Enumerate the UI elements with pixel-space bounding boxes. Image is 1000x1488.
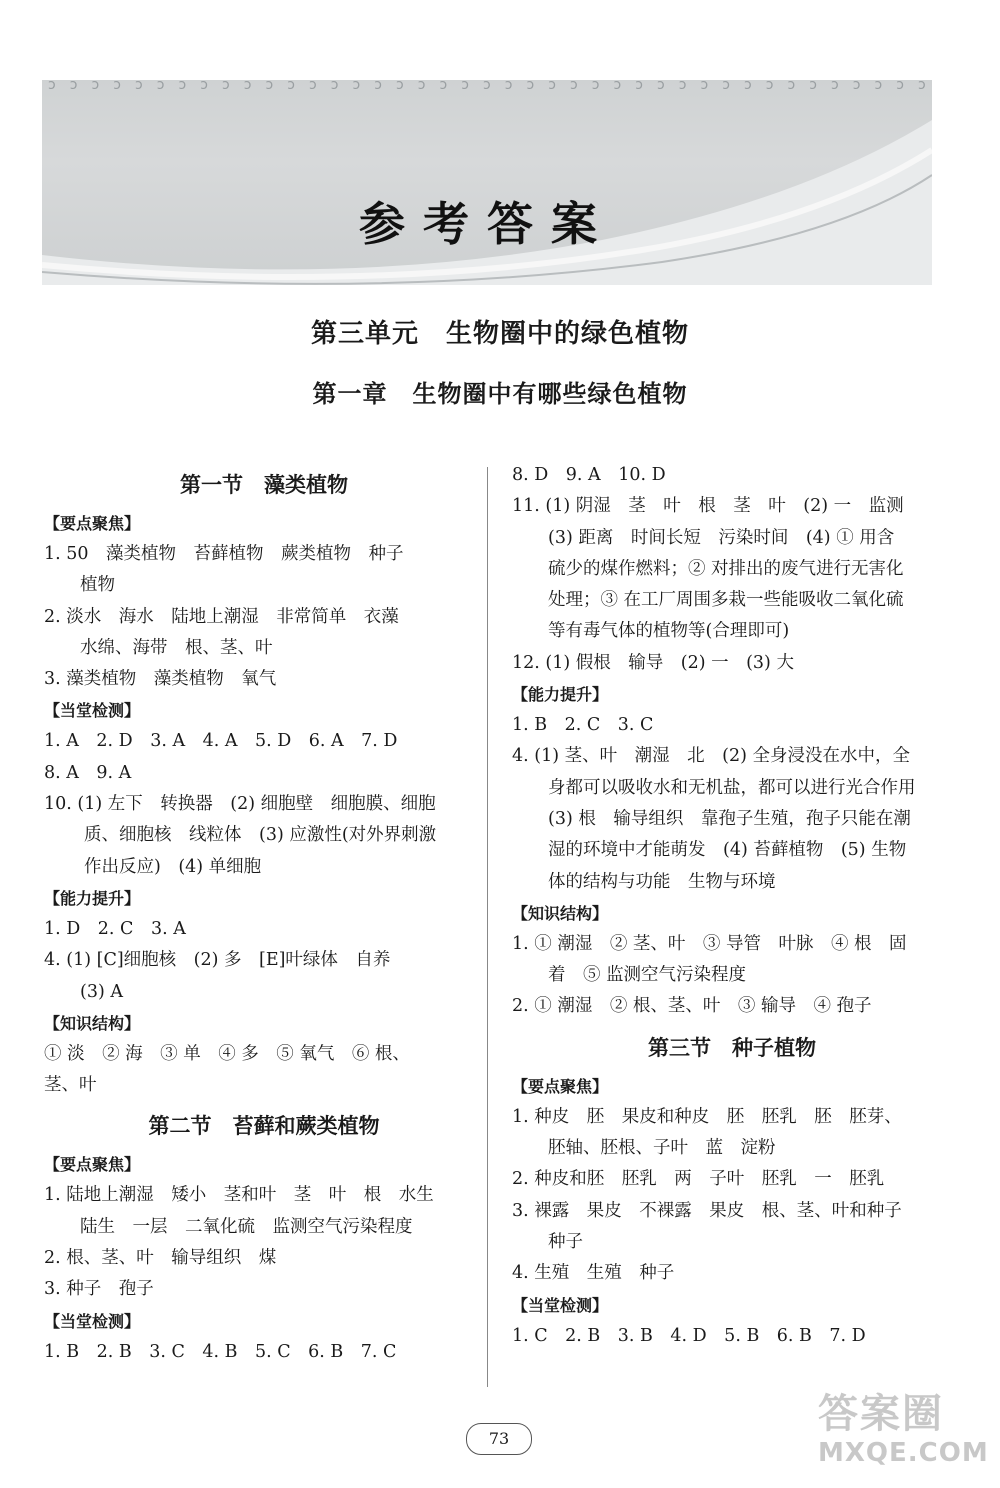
answer-line: 1. C 2. B 3. B 4. D 5. B 6. B 7. D	[512, 1325, 866, 1346]
watermark-logo-text: 答案圈	[818, 1391, 944, 1437]
answer-line: 等有毒气体的植物等(合理即可)	[548, 621, 790, 642]
answer-line: 3. 种子 孢子	[44, 1279, 154, 1300]
unit-title: 第三单元 生物圈中的绿色植物	[310, 319, 689, 349]
answer-line: 硫少的煤作燃料；② 对排出的废气进行无害化	[548, 558, 904, 579]
answer-line: 2. 淡水 海水 陆地上潮湿 非常简单 衣藻	[44, 606, 399, 627]
subsection-heading: 【当堂检测】	[512, 1295, 609, 1315]
header-banner	[42, 80, 932, 285]
answer-line: (3) 距离 时间长短 污染时间 (4) ① 用含	[548, 527, 895, 548]
section-title: 第三节 种子植物	[648, 1035, 816, 1060]
watermark	[818, 1390, 988, 1480]
column-divider	[487, 467, 488, 1387]
answer-line: 4. (1) [C]细胞核 (2) 多 [E]叶绿体 自养	[44, 950, 391, 971]
answer-line: 4. (1) 茎、叶 潮湿 北 (2) 全身浸没在水中，全	[512, 746, 910, 767]
subsection-heading: 【当堂检测】	[44, 1311, 141, 1331]
answer-line: 1. ① 潮湿 ② 茎、叶 ③ 导管 叶脉 ④ 根 固	[512, 933, 907, 954]
answer-line: 作出反应) (4) 单细胞	[84, 856, 262, 877]
answer-line: 2. ① 潮湿 ② 根、茎、叶 ③ 输导 ④ 孢子	[512, 996, 872, 1017]
left-column	[44, 460, 484, 1368]
answer-line: 种子	[548, 1231, 583, 1252]
answer-line: 茎、叶	[44, 1075, 97, 1096]
answer-line: 3. 裸露 果皮 不裸露 果皮 根、茎、叶和种子	[512, 1200, 902, 1221]
answer-line: 12. (1) 假根 输导 (2) 一 (3) 大	[512, 652, 794, 673]
subsection-heading: 【要点聚焦】	[512, 1076, 609, 1096]
answer-line: 身都可以吸收水和无机盐，都可以进行光合作用	[548, 777, 916, 798]
subsection-heading: 【要点聚焦】	[44, 514, 141, 533]
answer-line: ① 淡 ② 海 ③ 单 ④ 多 ⑤ 氧气 ⑥ 根、	[44, 1043, 410, 1064]
answer-line: 湿的环境中才能萌发 (4) 苔藓植物 (5) 生物	[548, 840, 907, 861]
answer-line: 2. 种皮和胚 胚乳 两 子叶 胚乳 一 胚乳	[512, 1169, 885, 1190]
answer-line: 1. B 2. B 3. C 4. B 5. C 6. B 7. C	[44, 1341, 397, 1362]
spiral-binding: ɔ ɔ ɔ ɔ ɔ ɔ ɔ ɔ ɔ ɔ ɔ ɔ ɔ ɔ ɔ ɔ ɔ ɔ ɔ ɔ ɔ ɔ ɔ ɔ ɔ ɔ ɔ ɔ ɔ ɔ ɔ ɔ ɔ ɔ ɔ ɔ ɔ ɔ ɔ ɔ ɔ	[48, 80, 926, 93]
answer-line: 4. 生殖 生殖 种子	[512, 1263, 675, 1284]
answer-line: (3) 根 输导组织 靠孢子生殖，孢子只能在潮	[548, 808, 911, 829]
answer-line: 质、细胞核 线粒体 (3) 应激性(对外界刺激	[84, 825, 437, 846]
subsection-heading: 【能力提升】	[512, 685, 609, 705]
answer-line: 1. B 2. C 3. C	[512, 715, 654, 736]
answer-line: 水绵、海带 根、茎、叶	[80, 637, 273, 658]
answer-line: (3) A	[80, 981, 123, 1002]
answer-line: 2. 根、茎、叶 输导组织 煤	[44, 1248, 277, 1269]
answer-line: 3. 藻类植物 藻类植物 氧气	[44, 669, 277, 690]
answer-line: 植物	[80, 575, 115, 596]
answer-line: 1. 种皮 胚 果皮和种皮 胚 胚乳 胚 胚芽、	[512, 1106, 902, 1127]
answer-line: 1. 陆地上潮湿 矮小 茎和叶 茎 叶 根 水生	[44, 1185, 434, 1206]
chapter-title: 第一章 生物圈中有哪些绿色植物	[312, 379, 688, 408]
watermark-url: MXQE.COM	[818, 1438, 989, 1468]
answer-line: 陆生 一层 二氧化硫 监测空气污染程度	[80, 1216, 413, 1237]
subsection-heading: 【知识结构】	[512, 903, 609, 923]
answer-line: 11. (1) 阴湿 茎 叶 根 茎 叶 (2) 一 监测	[512, 496, 904, 517]
section-title: 第一节 藻类植物	[180, 473, 348, 497]
answer-line: 8. A 9. A	[44, 762, 132, 783]
banner-title: 参考答案	[359, 197, 615, 251]
subsection-heading: 【当堂检测】	[44, 701, 141, 721]
answer-line: 1. D 2. C 3. A	[44, 918, 186, 939]
subsection-heading: 【能力提升】	[44, 888, 141, 908]
page-number: 73	[466, 1423, 532, 1455]
subsection-heading: 【要点聚焦】	[44, 1155, 141, 1175]
answer-line: 1. A 2. D 3. A 4. A 5. D 6. A 7. D	[44, 731, 398, 752]
answer-line: 着 ⑤ 监测空气污染程度	[548, 965, 747, 986]
right-column	[512, 460, 952, 1352]
answer-line: 1. 50 藻类植物 苔藓植物 蕨类植物 种子	[44, 544, 404, 564]
section-title: 第二节 苔藓和蕨类植物	[148, 1114, 380, 1139]
answer-line: 8. D 9. A 10. D	[512, 465, 666, 485]
answer-line: 体的结构与功能 生物与环境	[548, 871, 776, 892]
answer-line: 胚轴、胚根、子叶 蓝 淀粉	[548, 1138, 776, 1159]
banner-swoosh	[42, 80, 932, 285]
subsection-heading: 【知识结构】	[44, 1013, 141, 1033]
answer-line: 处理；③ 在工厂周围多栽一些能吸收二氧化硫	[548, 590, 904, 611]
answer-line: 10. (1) 左下 转换器 (2) 细胞壁 细胞膜、细胞	[44, 794, 436, 815]
